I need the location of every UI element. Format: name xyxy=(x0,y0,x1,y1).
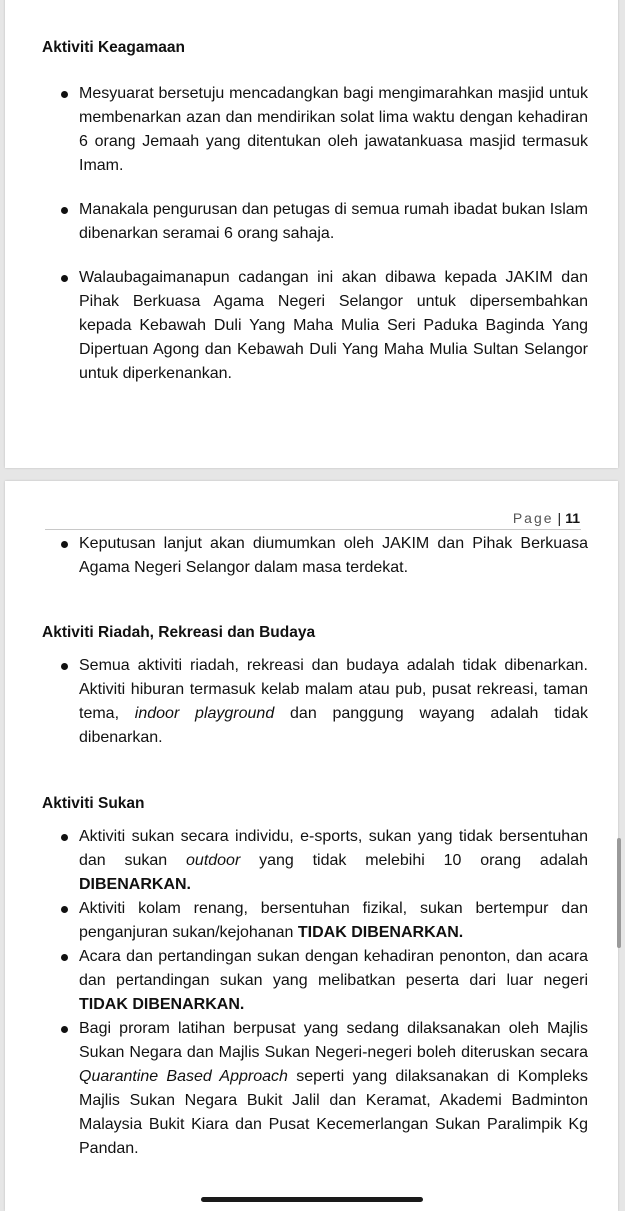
list-item: Manakala pengurusan dan petugas di semua rumah ibadat bukan Islam dibenarkan seramai 6 orang sahaja. xyxy=(42,198,588,246)
sukan-b1-italic: outdoor xyxy=(186,852,241,869)
page-separator: | xyxy=(557,510,562,526)
document-page-previous xyxy=(5,0,618,468)
sukan-b3-text: Acara dan pertandingan sukan dengan kehadiran penonton, dan acara dan pertandingan sukan yang melibatkan peserta dari luar negeri xyxy=(79,948,588,989)
keagamaan-bullet-list xyxy=(42,82,588,386)
list-item xyxy=(42,825,588,897)
riadah-bullet-list xyxy=(42,654,588,750)
section-heading-riadah: Aktiviti Riadah, Rekreasi dan Budaya xyxy=(42,624,316,641)
list-item xyxy=(42,945,588,1017)
riadah-text-end: dan panggung wayang adalah tidak dibenarkan. xyxy=(79,705,589,746)
list-item: Keputusan lanjut akan diumumkan oleh JAKIM dan Pihak Berkuasa Agama Negeri Selangor dalam masa terdekat. xyxy=(42,532,588,580)
riadah-text-start: Semua aktiviti riadah, rekreasi dan budaya adalah tidak dibenarkan. Aktiviti hiburan termasuk kelab malam atau pub, pusat rekreasi, taman tema, xyxy=(79,657,588,722)
scrollbar-thumb[interactable] xyxy=(617,838,621,948)
section-heading-keagamaan: Aktiviti Keagamaan xyxy=(42,39,185,56)
list-item xyxy=(42,654,588,750)
list-item xyxy=(42,897,588,945)
sukan-b4-italic: Quarantine Based Approach xyxy=(79,1068,288,1085)
sukan-b4-text: Bagi proram latihan berpusat yang sedang dilaksanakan oleh Majlis Sukan Negara dan Majlis Sukan Negeri-negeri boleh diteruskan secara xyxy=(79,1020,588,1061)
page-number: 11 xyxy=(565,510,580,526)
header-divider xyxy=(45,529,581,530)
page-number-header xyxy=(513,510,580,526)
page-label: Page xyxy=(512,510,554,526)
sukan-b1-text: Aktiviti sukan secara individu, e-sports, sukan yang tidak bersentuhan dan sukan xyxy=(79,828,588,869)
list-item: Walaubagaimanapun cadangan ini akan dibawa kepada JAKIM dan Pihak Berkuasa Agama Negeri Selangor untuk dipersembahkan kepada Kebawah Duli Yang Maha Mulia Seri Paduka Baginda Yang Dipertuan Agong dan Kebawah Duli Yang Maha Mulia Sultan Selangor untuk diperkenankan. xyxy=(42,266,588,386)
continued-bullet-list xyxy=(42,532,588,580)
list-item xyxy=(42,1017,588,1161)
sukan-b4-text-end: seperti yang dilaksanakan di Kompleks Majlis Sukan Negara Bukit Jalil dan Keramat, Akademi Badminton Malaysia Bukit Kiara dan Pusat Kecemerlangan Sukan Paralimpik Kg Pandan. xyxy=(79,1068,588,1157)
sukan-b1-text-end: yang tidak melebihi 10 orang adalah xyxy=(259,852,588,869)
sukan-b3-bold: TIDAK DIBENARKAN. xyxy=(79,996,245,1013)
sukan-b2-text: Aktiviti kolam renang, bersentuhan fizikal, sukan bertempur dan penganjuran sukan/kejohanan xyxy=(79,900,588,941)
section-heading-sukan: Aktiviti Sukan xyxy=(42,795,145,812)
riadah-italic-term: indoor playground xyxy=(134,705,275,722)
sukan-b1-bold: DIBENARKAN. xyxy=(79,876,191,893)
sukan-b2-bold: TIDAK DIBENARKAN. xyxy=(297,924,464,941)
sukan-bullet-list xyxy=(42,825,588,1161)
list-item: Mesyuarat bersetuju mencadangkan bagi mengimarahkan masjid untuk membenarkan azan dan mendirikan solat lima waktu dengan kehadiran 6 orang Jemaah yang ditentukan oleh jawatankuasa masjid termasuk Imam. xyxy=(42,82,588,178)
document-page-11 xyxy=(5,481,618,1211)
